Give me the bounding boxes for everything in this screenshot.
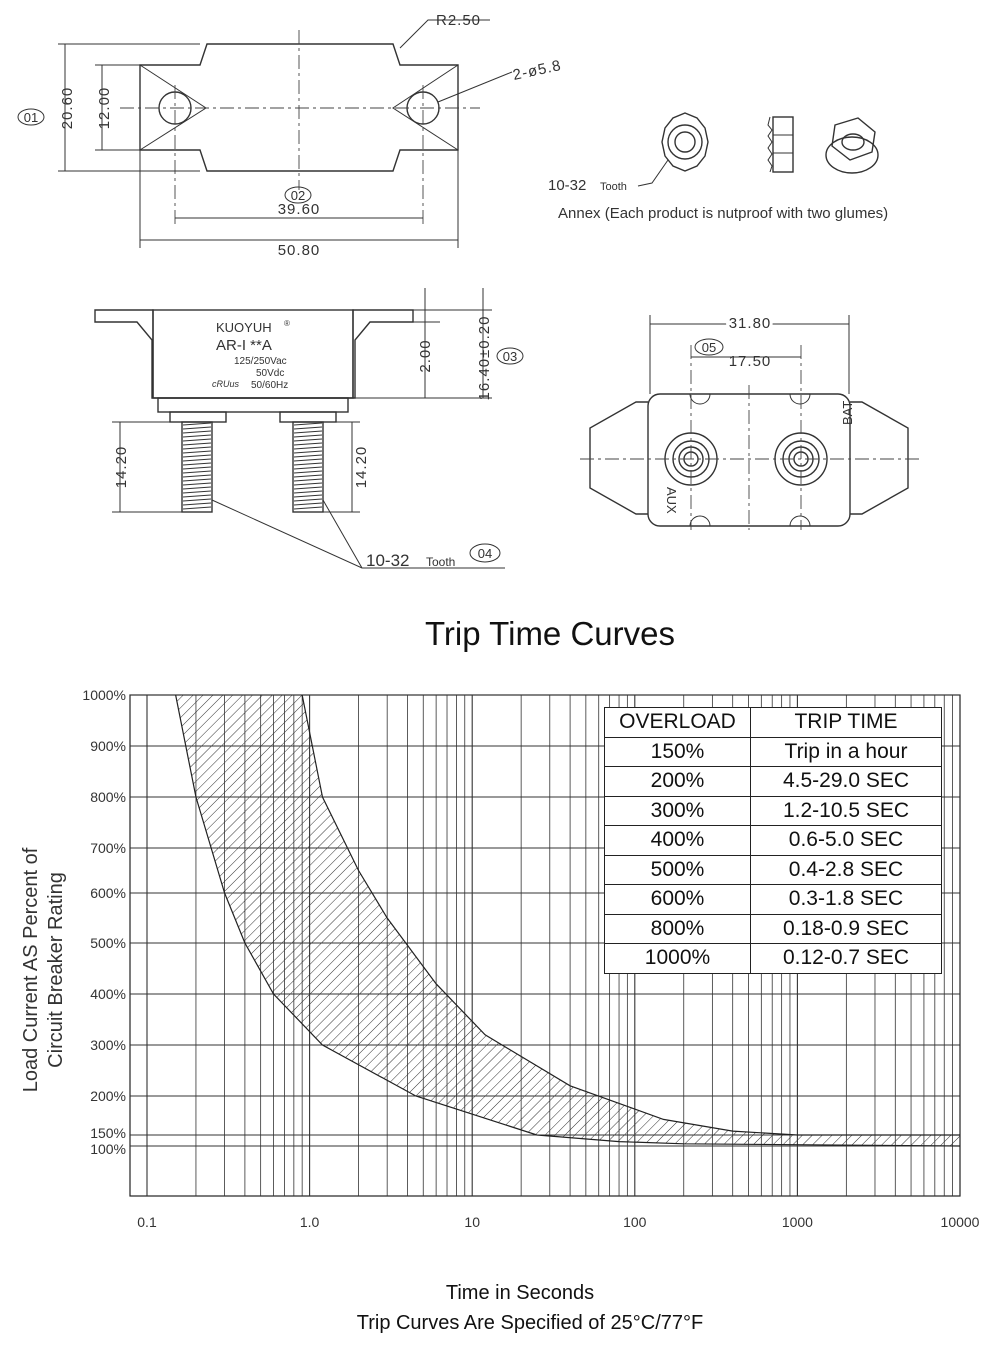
height-inner-label: 12.00 [96,86,113,130]
notch-1 [690,394,710,404]
y-tick-label: 700% [90,840,126,856]
left-chamfer [140,65,206,150]
overload-cell: 800% [605,914,751,944]
brand-reg-mark: ® [284,319,290,328]
nut-front-icon [662,113,708,171]
table-row [605,826,942,856]
overload-cell: 200% [605,767,751,797]
y-tick-label: 300% [90,1037,126,1053]
overload-cell: 1000% [605,944,751,974]
overload-cell: 500% [605,855,751,885]
left-threaded-stud [182,422,212,512]
y-tick-label: 600% [90,885,126,901]
y-tick-label: 100% [90,1141,126,1157]
overload-cell: 400% [605,826,751,856]
x-tick-label: 10000 [940,1214,980,1230]
annex-tooth-word: Tooth [600,181,627,193]
y-tick-label: 500% [90,935,126,951]
trip-time-cell: 0.12-0.7 SEC [751,944,942,974]
notch-3 [690,516,710,526]
chart-title: Trip Time Curves [425,615,675,652]
callout-01: 01 [23,110,39,125]
end-width-label: 31.80 [728,315,772,332]
trip-time-cell: 0.6-5.0 SEC [751,826,942,856]
height-dim-label: 16.40±0.20 [476,315,493,401]
table-header-row [605,708,942,738]
x-axis-title: Time in Seconds [445,1282,595,1304]
rating-frequency: 50/60Hz [251,380,289,391]
end-left-lug [590,402,648,514]
top-view [18,12,563,259]
stud-right-dim-label: 14.20 [353,445,370,489]
height-outer-label: 20.60 [59,86,76,130]
trip-time-cell: 0.3-1.8 SEC [751,885,942,915]
header-trip-time: TRIP TIME [751,708,942,738]
trip-time-cell: 4.5-29.0 SEC [751,767,942,797]
side-tooth-word: Tooth [426,555,456,569]
stud-left-dim-label: 14.20 [113,445,130,489]
nut-side-icon [768,117,793,172]
table-row [605,885,942,915]
annex-leader [638,160,668,186]
side-base [158,398,348,412]
tooth-leader-l [212,500,505,568]
side-view [95,288,523,570]
x-tick-label: 100 [623,1214,647,1230]
callout-03: 03 [502,349,518,364]
overload-cell: 600% [605,885,751,915]
nut-perspective-icon [826,118,878,173]
table-row [605,914,942,944]
end-right-lug [850,402,908,514]
radius-label: R2.50 [436,12,482,29]
annex-nuts [548,113,888,222]
y-tick-label: 400% [90,986,126,1002]
bat-label: BAT [840,400,855,425]
table-row [605,737,942,767]
tooth-leader-r [323,500,362,568]
notch-2 [790,394,810,404]
hole-spacing-label: 39.60 [277,201,321,218]
dimension-drawings [0,0,1000,600]
table-row [605,767,942,797]
callout-02: 02 [290,188,306,203]
annex-caption: Annex (Each product is nutproof with two glumes) [558,205,889,222]
y-axis-title-line2: Circuit Breaker Rating [45,872,67,1068]
table-row [605,796,942,826]
y-tick-label: 1000% [82,687,126,703]
end-view [580,315,920,530]
right-nut [280,412,336,422]
end-spacing-label: 17.50 [728,353,772,370]
trip-time-table [604,707,942,974]
y-tick-label: 800% [90,789,126,805]
hole-leader [438,72,512,102]
overall-length-label: 50.80 [277,242,321,259]
callout-04: 04 [477,546,493,561]
brand-text: KUOYUH [216,320,272,335]
callout-05: 05 [701,340,717,355]
flange-dim-label: 2.00 [417,339,434,373]
x-tick-label: 10 [464,1214,480,1230]
trip-time-cell: 0.4-2.8 SEC [751,855,942,885]
trip-time-cell: 1.2-10.5 SEC [751,796,942,826]
side-tooth-size: 10-32 [366,551,410,570]
x-tick-label: 1.0 [299,1214,320,1230]
trip-time-cell: Trip in a hour [751,737,942,767]
y-tick-label: 900% [90,738,126,754]
hole-size-label: 2-ø5.8 [511,57,564,84]
rating-ac: 125/250Vac [234,356,287,367]
x-tick-label: 1000 [781,1214,813,1230]
x-axis-note: Trip Curves Are Specified of 25°C/77°F [356,1312,704,1334]
annex-tooth-size: 10-32 [548,177,587,194]
table-row [605,944,942,974]
aux-label: AUX [664,487,679,514]
header-overload: OVERLOAD [605,708,751,738]
overload-cell: 150% [605,737,751,767]
notch-4 [790,516,810,526]
y-axis-title-line1: Load Current AS Percent of [20,847,42,1093]
trip-time-cell: 0.18-0.9 SEC [751,914,942,944]
y-tick-label: 200% [90,1088,126,1104]
cert-mark: cRUus [212,379,240,389]
x-tick-label: 0.1 [137,1214,157,1230]
right-chamfer [393,65,458,150]
table-row [605,855,942,885]
overload-cell: 300% [605,796,751,826]
y-tick-label: 150% [90,1125,126,1141]
right-threaded-stud [293,422,323,512]
rating-dc: 50Vdc [256,368,285,379]
left-nut [170,412,226,422]
model-text: AR-I **A [216,337,272,354]
